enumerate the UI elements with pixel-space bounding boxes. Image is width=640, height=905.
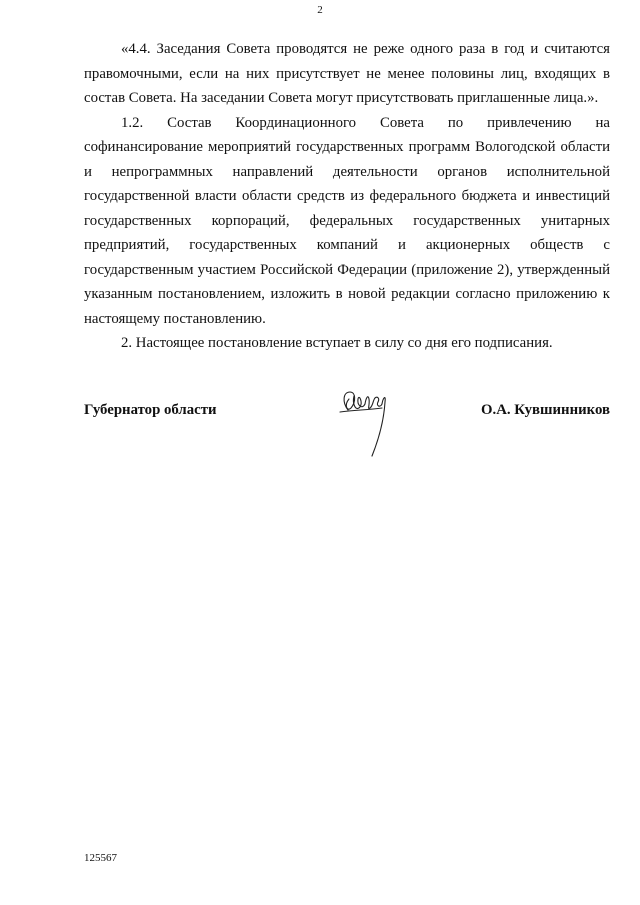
signatory-title: Губернатор области — [84, 402, 217, 418]
document-code: 125567 — [84, 852, 117, 864]
signatory-name: О.А. Кувшинников — [481, 402, 610, 418]
page-number: 2 — [317, 4, 323, 16]
document-body — [84, 37, 610, 356]
signature-block — [84, 400, 610, 470]
paragraph-council-composition: 1.2. Состав Координационного Совета по привлечению на софинансирование мероприятий государственных программ Вологодской области и непрограммных направлений деятельности органов исполнительной государственной власти области средств из федерального бюджета и инвестиций государственных корпораций, федеральных государственных унитарных предприятий, государственных компаний и акционерных обществ с государственным участием Российской Федерации (приложение 2), утвержденный указанным постановлением, изложить в новой редакции согласно приложению к настоящему постановлению. — [84, 114, 610, 327]
paragraph-entry-into-force: 2. Настоящее постановление вступает в силу со дня его подписания. — [121, 335, 553, 351]
handwritten-signature-icon — [334, 388, 404, 460]
paragraph-council-meetings: «4.4. Заседания Совета проводятся не реже одного раза в год и считаются правомочными, если на них присутствует не менее половины лиц, входящих в состав Совета. На заседании Совета могут присутствовать приглашенные лица.». — [84, 41, 610, 106]
